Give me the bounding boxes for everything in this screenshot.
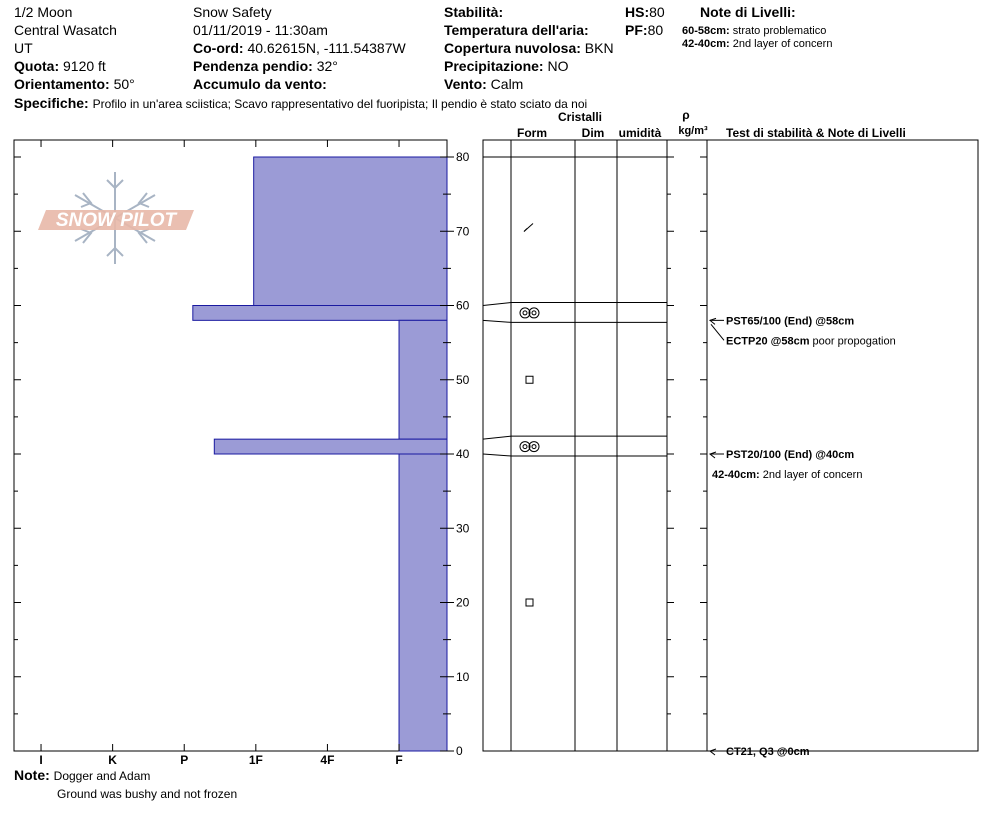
cloud-label: Copertura nuvolosa: — [444, 40, 581, 56]
stability-tests — [710, 315, 896, 758]
pf-value: 80 — [647, 22, 664, 38]
wind-loading-label: Accumulo da vento: — [193, 76, 327, 92]
depth-tick-label: 60 — [456, 298, 470, 313]
stability-label: Stabilità: — [444, 4, 504, 20]
slope-label: Pendenza pendio: — [193, 58, 313, 74]
specifics-label: Specifiche: — [14, 95, 89, 111]
hardness-layer-bar — [399, 454, 447, 751]
crystal-double-circle-icon — [520, 308, 539, 318]
crystals-header: Cristalli — [557, 110, 602, 124]
depth-tick-label: 30 — [456, 521, 470, 536]
layer-notes-title: Note di Livelli: — [700, 4, 796, 20]
layer-note-2-depth: 42-40cm: — [682, 38, 730, 50]
hs-value: 80 — [649, 4, 665, 20]
location-name: 1/2 Moon — [14, 4, 73, 20]
elevation-label: Quota: — [14, 58, 60, 74]
stability-test-label: PST20/100 (End) @40cm — [726, 449, 855, 461]
notes-label: Note: — [14, 767, 50, 783]
specifics-value: Profilo in un'area sciistica; Scavo rappresentativo del fuoripista; Il pendio è stato sciato da noi — [92, 97, 588, 111]
rho-header: ρ — [682, 108, 690, 122]
crystal-slash-icon — [524, 224, 533, 232]
density-unit-header: kg/m³ — [678, 125, 708, 137]
depth-tick-label: 50 — [456, 372, 470, 387]
coordinates-label: Co-ord: — [193, 40, 244, 56]
density-column-ticks — [667, 157, 707, 751]
organization-name: Snow Safety — [193, 4, 272, 20]
aspect-value: 50° — [113, 76, 135, 92]
notes-line-1: Dogger and Adam — [53, 769, 151, 783]
layer-note-2-text: 2nd layer of concern — [732, 38, 833, 50]
dim-header: Dim — [581, 126, 605, 140]
coordinates-value: 40.62615N, -111.54387W — [247, 40, 406, 56]
stability-test-label: PST65/100 (End) @58cm — [726, 315, 855, 328]
depth-tick-label: 10 — [456, 669, 470, 684]
hardness-tick-label: K — [108, 753, 117, 767]
cloud-value: BKN — [584, 40, 614, 56]
notes-field — [14, 767, 150, 783]
hardness-layer-bar — [193, 306, 447, 321]
range-name: Central Wasatch — [14, 22, 117, 38]
state-name: UT — [14, 40, 33, 56]
moisture-header: umidità — [618, 126, 662, 140]
form-header: Form — [517, 126, 547, 140]
aspect-label: Orientamento: — [14, 76, 110, 92]
crystal-double-circle-icon — [520, 442, 539, 452]
depth-tick-label: 0 — [456, 744, 463, 758]
air-temp-label: Temperatura dell'aria: — [444, 22, 589, 38]
hardness-layer-bar — [399, 320, 447, 439]
notes-line-2: Ground was bushy and not frozen — [57, 787, 238, 801]
crystal-table-frame — [483, 140, 978, 751]
hardness-tick-label: I — [39, 753, 43, 767]
layer-note-1-depth: 60-58cm: — [682, 25, 730, 37]
observation-datetime: 01/11/2019 - 11:30am — [193, 22, 328, 38]
crystal-square-icon — [526, 376, 533, 383]
pf-label: PF: — [625, 22, 648, 38]
hardness-tick-label: 4F — [320, 753, 335, 767]
depth-tick-label: 40 — [456, 447, 470, 461]
hardness-layers — [193, 157, 447, 751]
precip-value: NO — [547, 58, 569, 74]
stability-test-label: ECTP20 @58cm poor propogation — [726, 335, 896, 348]
hardness-layer-bar — [214, 439, 447, 454]
depth-tick-label: 20 — [456, 595, 470, 610]
hardness-tick-label: F — [395, 753, 403, 767]
depth-tick-label: 80 — [456, 150, 470, 164]
hs-label: HS: — [625, 4, 650, 20]
snowpilot-logo — [38, 172, 194, 264]
precip-label: Precipitazione: — [444, 58, 544, 74]
stability-notes-header: Test di stabilità & Note di Livelli — [726, 126, 906, 140]
hardness-tick-label: 1F — [248, 753, 263, 767]
stability-test-label: 42-40cm: 2nd layer of concern — [712, 469, 863, 481]
crystal-markers — [520, 224, 539, 606]
wind-value: Calm — [490, 76, 524, 92]
hardness-tick-label: P — [180, 753, 189, 767]
left-axis-ticks — [14, 157, 21, 751]
crystal-square-icon — [526, 599, 533, 606]
hardness-layer-bar — [254, 157, 447, 306]
stability-arrow-icon — [710, 318, 724, 324]
wind-label: Vento: — [444, 76, 487, 92]
stability-arrow-icon — [710, 749, 724, 755]
layer-note-1-text: strato problematico — [732, 25, 827, 37]
logo-text: SNOW PILOT — [55, 210, 177, 231]
stability-arrow-icon — [710, 452, 724, 458]
stability-leader-line — [711, 324, 724, 340]
stability-test-label: CT21, Q3 @0cm — [726, 746, 810, 758]
elevation-value: 9120 ft — [63, 58, 106, 74]
slope-value: 32° — [316, 58, 338, 74]
depth-tick-label: 70 — [456, 224, 470, 239]
